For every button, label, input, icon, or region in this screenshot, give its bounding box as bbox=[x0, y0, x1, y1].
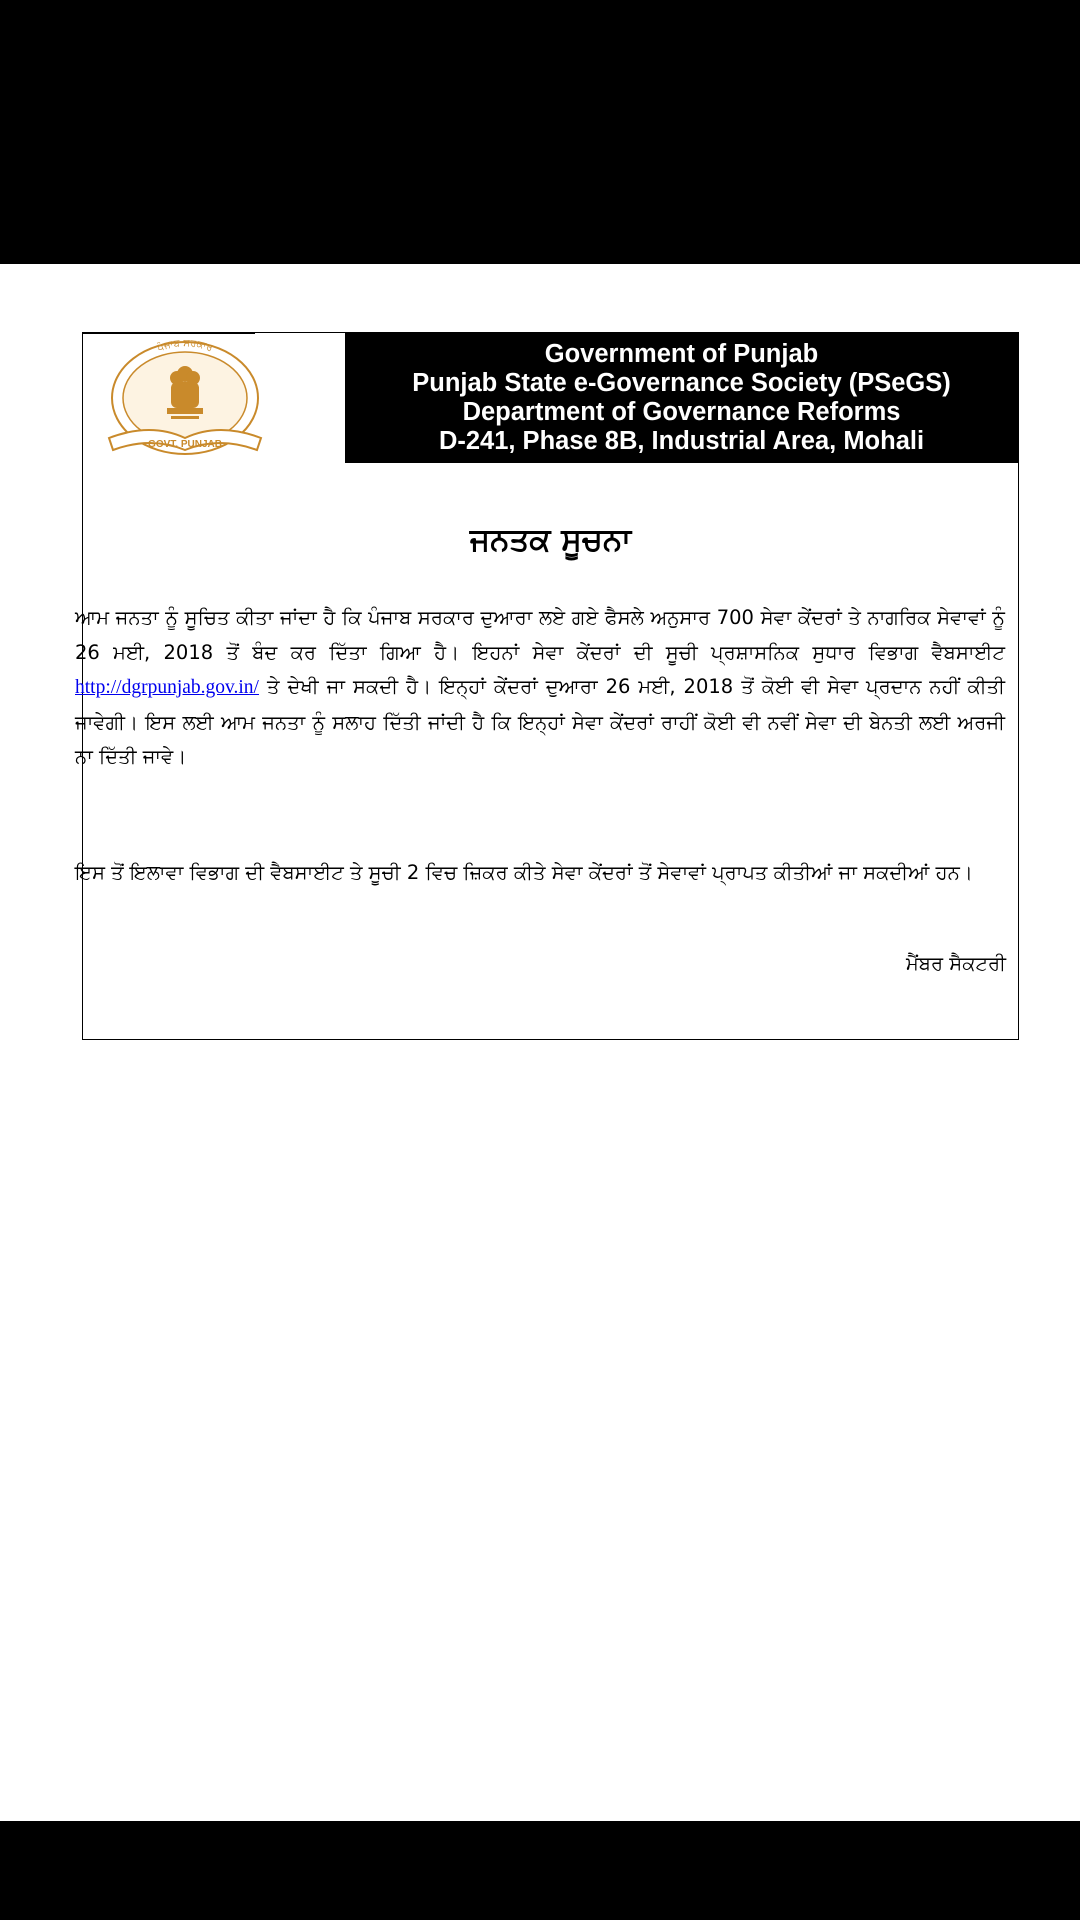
notice-title: ਜਨਤਕ ਸੂਚਨਾ bbox=[469, 522, 632, 558]
notice-box bbox=[75, 332, 1019, 1040]
document-page bbox=[0, 264, 1080, 1821]
logo-text-bottom: GOVT. PUNJAB bbox=[148, 439, 222, 450]
header-line-department: Department of Governance Reforms bbox=[462, 398, 901, 426]
paragraph-1-text-a: ਆਮ ਜਨਤਾ ਨੂੰ ਸੂਚਿਤ ਕੀਤਾ ਜਾਂਦਾ ਹੈ ਕਿ ਪੰਜਾਬ ਸਰਕਾਰ ਦੁਆਰਾ ਲਏ ਗਏ ਫੈਸਲੇ ਅਨੁਸਾਰ 700 ਸੇਵਾ ਕੇਂਦਰਾਂ ਤੇ ਨਾਗਰਿਕ ਸੇਵਾਵਾਂ ਨੂੰ 26 ਮਈ, 2018 ਤੋਂ ਬੰਦ ਕਰ ਦਿੱਤਾ ਗਿਆ ਹੈ। ਇਹਨਾਂ ਸੇਵਾ ਕੇਂਦਰਾਂ ਦੀ ਸੂਚੀ ਪ੍ਰਸ਼ਾਸਨਿਕ ਸੁਧਾਰ ਵਿਭਾਗ ਵੈਬਸਾਈਟ bbox=[75, 606, 1005, 664]
punjab-govt-emblem-icon bbox=[91, 338, 341, 460]
letterhead bbox=[83, 333, 1018, 463]
notice-paragraph-2: ਇਸ ਤੋਂ ਇਲਾਵਾ ਵਿਭਾਗ ਦੀ ਵੈਬਸਾਈਟ ਤੇ ਸੂਚੀ 2 ਵਿਚ ਜ਼ਿਕਰ ਕੀਤੇ ਸੇਵਾ ਕੇਂਦਰਾਂ ਤੋਂ ਸੇਵਾਵਾਂ ਪ੍ਰਾਪਤ ਕੀਤੀਆਂ ਜਾ ਸਕਦੀਆਂ ਹਨ। bbox=[75, 861, 973, 884]
notice-paragraph-1 bbox=[75, 601, 1005, 775]
header-band bbox=[345, 333, 1018, 463]
header-line-government: Government of Punjab bbox=[544, 340, 819, 368]
header-line-society: Punjab State e-Governance Society (PSeGS) bbox=[412, 369, 951, 397]
paragraph-1-text-b: ਤੇ ਦੇਖੀ ਜਾ ਸਕਦੀ ਹੈ। ਇਨ੍ਹਾਂ ਕੇਂਦਰਾਂ ਦੁਆਰਾ 26 ਮਈ, 2018 ਤੋਂ ਕੋਈ ਵੀ ਸੇਵਾ ਪ੍ਰਦਾਨ ਨਹੀਂ ਕੀਤੀ ਜਾਵੇਗੀ। ਇਸ ਲਈ ਆਮ ਜਨਤਾ ਨੂੰ ਸਲਾਹ ਦਿੱਤੀ ਜਾਂਦੀ ਹੈ ਕਿ ਇਨ੍ਹਾਂ ਸੇਵਾ ਕੇਂਦਰਾਂ ਰਾਹੀਂ ਕੋਈ ਵੀ ਨਵੀਂ ਸੇਵਾ ਦੀ ਬੇਨਤੀ ਲਈ ਅਰਜੀ ਨਾ ਦਿੱਤੀ ਜਾਵੇ। bbox=[75, 675, 1005, 768]
header-line-address: D-241, Phase 8B, Industrial Area, Mohali bbox=[438, 427, 925, 455]
signature-member-secretary: ਮੈਂਬਰ ਸੈਕਟਰੀ bbox=[905, 952, 1006, 975]
dgr-website-link[interactable]: http://dgrpunjab.gov.in/ bbox=[75, 677, 259, 698]
logo-text-top: ਪੰਜਾਬ ਸਰਕਾਰ bbox=[155, 338, 215, 355]
logo-cell bbox=[83, 333, 345, 463]
